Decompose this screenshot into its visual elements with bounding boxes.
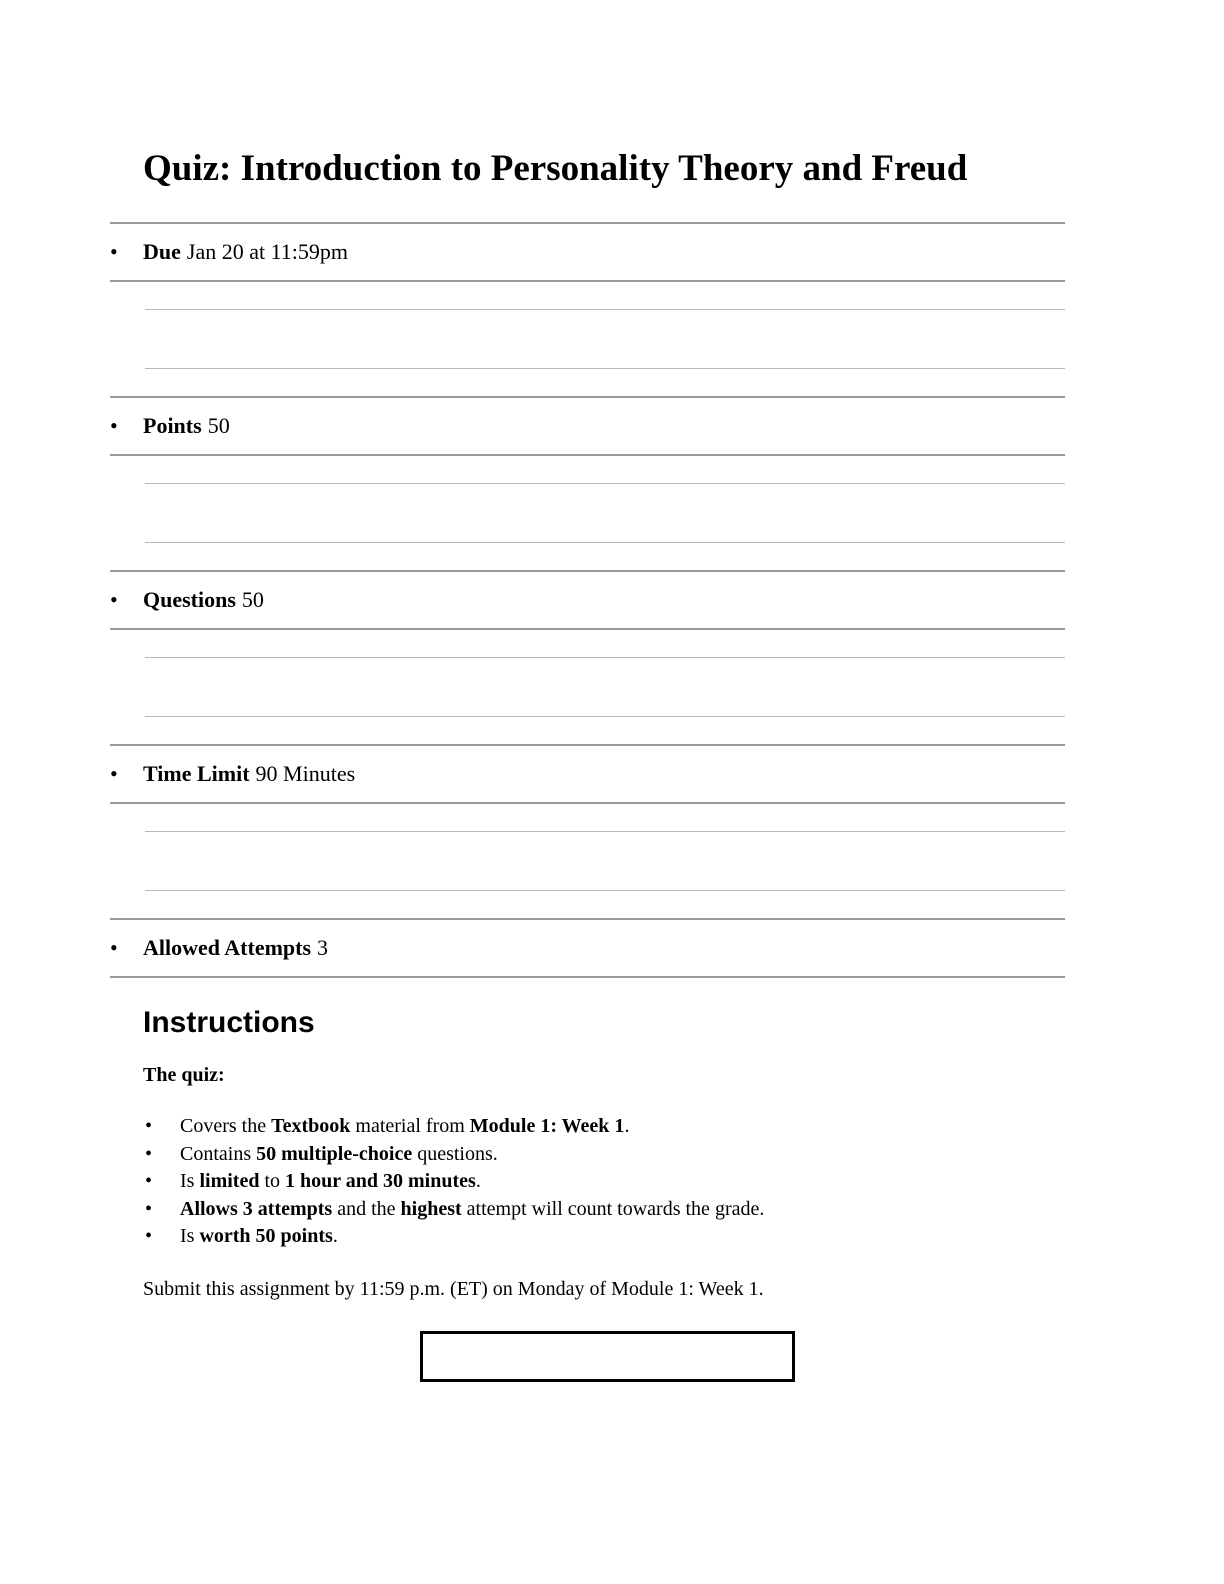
detail-value: 3 [317, 935, 329, 961]
divider-indent [145, 368, 1065, 369]
list-item-text: Allows 3 attempts and the highest attempt will count towards the grade. [180, 1197, 765, 1220]
divider-indent [145, 716, 1065, 717]
instructions-list [0, 1113, 1224, 1251]
detail-value: 50 [241, 587, 264, 613]
detail-label: Time Limit [143, 761, 250, 787]
bullet-marker: • [145, 1142, 153, 1165]
detail-text [143, 587, 264, 613]
list-item-text: Contains 50 multiple-choice questions. [180, 1142, 498, 1165]
empty-action-box[interactable] [420, 1331, 795, 1382]
detail-text [143, 761, 355, 787]
detail-label: Points [143, 413, 202, 439]
detail-text [143, 935, 328, 961]
divider-indent [145, 890, 1065, 891]
bullet-marker: • [110, 935, 118, 961]
instructions-intro: The quiz: [143, 1064, 225, 1087]
list-item-text: Is limited to 1 hour and 30 minutes. [180, 1170, 481, 1193]
detail-text [143, 239, 348, 265]
divider-indent [145, 542, 1065, 543]
list-item-text: Is worth 50 points. [180, 1225, 338, 1248]
detail-row-due [110, 224, 1224, 280]
bullet-marker: • [110, 761, 118, 787]
divider-indent [145, 483, 1065, 484]
bullet-marker: • [110, 413, 118, 439]
divider-full [110, 280, 1065, 282]
detail-text [143, 413, 230, 439]
bullet-marker: • [145, 1170, 153, 1193]
detail-value: 50 [207, 413, 230, 439]
submit-note: Submit this assignment by 11:59 p.m. (ET) on Monday of Module 1: Week 1. [143, 1277, 764, 1300]
list-item [145, 1141, 1224, 1169]
detail-row-allowed-attempts [110, 920, 1224, 976]
detail-label: Allowed Attempts [143, 935, 312, 961]
divider-full [110, 628, 1065, 630]
detail-value: 90 Minutes [255, 761, 356, 787]
page-title: Quiz: Introduction to Personality Theory and Freud [143, 148, 968, 189]
detail-row-questions [110, 572, 1224, 628]
divider-full [110, 976, 1065, 978]
divider-full [110, 454, 1065, 456]
divider-indent [145, 309, 1065, 310]
detail-row-points [110, 398, 1224, 454]
bullet-marker: • [145, 1225, 153, 1248]
list-item [145, 1168, 1224, 1196]
detail-label: Questions [143, 587, 236, 613]
bullet-marker: • [145, 1115, 153, 1138]
bullet-marker: • [110, 587, 118, 613]
instructions-heading: Instructions [143, 1006, 315, 1040]
list-item [145, 1223, 1224, 1251]
bullet-marker: • [145, 1197, 153, 1220]
detail-label: Due [143, 239, 181, 265]
list-item [145, 1196, 1224, 1224]
detail-row-time-limit [110, 746, 1224, 802]
list-item [145, 1113, 1224, 1141]
divider-indent [145, 657, 1065, 658]
bullet-marker: • [110, 239, 118, 265]
list-item-text: Covers the Textbook material from Module 1: Week 1. [180, 1115, 630, 1138]
divider-full [110, 802, 1065, 804]
detail-value: Jan 20 at 11:59pm [186, 239, 349, 265]
divider-indent [145, 831, 1065, 832]
